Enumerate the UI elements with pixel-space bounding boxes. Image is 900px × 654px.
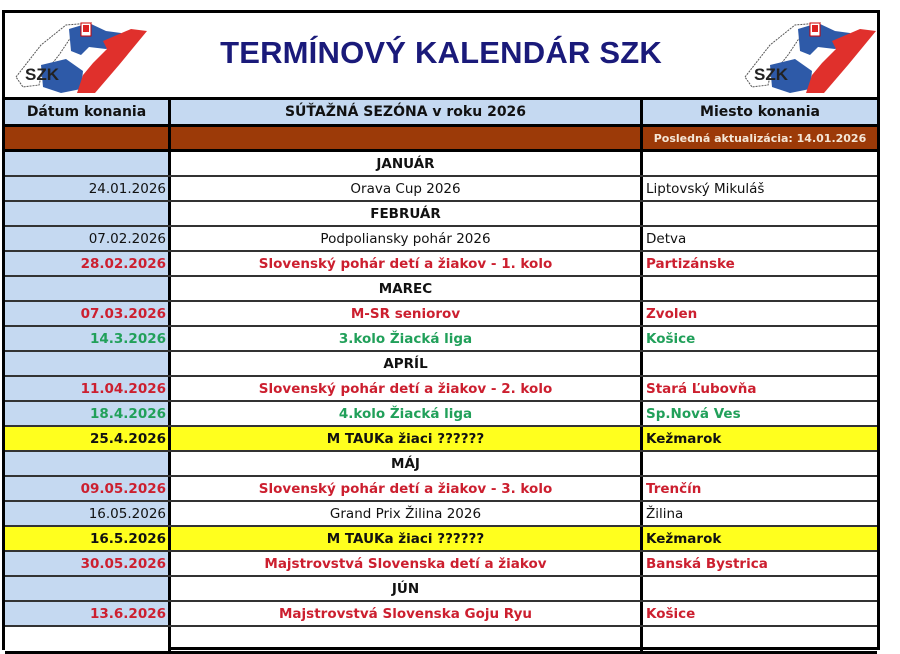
date-cell [5, 277, 171, 300]
table-row [5, 227, 877, 252]
table-row [5, 327, 877, 352]
table-body [5, 152, 877, 654]
event-cell [171, 627, 643, 651]
date-cell [5, 452, 171, 475]
place-cell: Žilina [646, 505, 684, 522]
date-cell: 16.05.2026 [5, 502, 171, 525]
table-row [5, 377, 877, 402]
place-cell: Košice [646, 605, 696, 622]
last-update-label: Posledná aktualizácia: 14.01.2026 [643, 127, 877, 149]
event-cell: M TAUKa žiaci ?????? [171, 527, 643, 550]
date-cell: 14.3.2026 [5, 327, 171, 350]
event-cell: 4.kolo Žiacká liga [171, 402, 643, 425]
event-cell: M-SR seniorov [171, 302, 643, 325]
date-cell [5, 577, 171, 600]
event-cell: Grand Prix Žilina 2026 [171, 502, 643, 525]
place-cell: Košice [646, 330, 696, 347]
date-cell [5, 352, 171, 375]
event-cell: Majstrovstvá Slovenska Goju Ryu [171, 602, 643, 625]
month-row [5, 452, 877, 477]
event-cell: Slovenský pohár detí a žiakov - 3. kolo [171, 477, 643, 500]
place-cell [643, 152, 877, 175]
svg-text:SZK: SZK [25, 65, 59, 84]
event-cell: Orava Cup 2026 [171, 177, 643, 200]
update-band-spacer [171, 127, 643, 149]
svg-text:SZK: SZK [754, 65, 788, 84]
event-cell: Majstrovstvá Slovenska detí a žiakov [171, 552, 643, 575]
date-cell: 24.01.2026 [5, 177, 171, 200]
event-cell: M TAUKa žiaci ?????? [171, 427, 643, 450]
place-cell: Stará Ľubovňa [646, 380, 757, 397]
title-band [5, 13, 877, 100]
table-row [5, 602, 877, 627]
table-header [5, 100, 877, 127]
place-cell: Banská Bystrica [646, 555, 768, 572]
place-cell [643, 452, 877, 475]
date-cell: 13.6.2026 [5, 602, 171, 625]
place-cell [643, 627, 877, 651]
event-cell: 3.kolo Žiacká liga [171, 327, 643, 350]
month-label: MAREC [171, 277, 643, 300]
column-header-place: Miesto konania [643, 100, 877, 124]
table-row [5, 302, 877, 327]
page-title: TERMÍNOVÝ KALENDÁR SZK [220, 35, 662, 70]
place-cell [643, 352, 877, 375]
place-cell: Partizánske [646, 255, 735, 272]
place-cell [643, 277, 877, 300]
table-row [5, 252, 877, 277]
month-row [5, 152, 877, 177]
month-row [5, 202, 877, 227]
empty-row [5, 627, 877, 654]
place-cell: Detva [646, 230, 687, 247]
event-cell: Podpoliansky pohár 2026 [171, 227, 643, 250]
event-cell: Slovenský pohár detí a žiakov - 1. kolo [171, 252, 643, 275]
table-row [5, 527, 877, 552]
month-label: MÁJ [171, 452, 643, 475]
date-cell: 16.5.2026 [5, 527, 171, 550]
date-cell [5, 627, 171, 651]
month-label: JÚN [171, 577, 643, 600]
place-cell: Sp.Nová Ves [646, 405, 741, 422]
calendar-table [5, 100, 877, 654]
month-row [5, 352, 877, 377]
month-label: JANUÁR [171, 152, 643, 175]
table-row [5, 477, 877, 502]
date-cell: 07.03.2026 [5, 302, 171, 325]
date-cell: 30.05.2026 [5, 552, 171, 575]
date-cell [5, 202, 171, 225]
date-cell: 07.02.2026 [5, 227, 171, 250]
update-band-spacer [5, 127, 171, 149]
place-cell: Trenčín [646, 480, 702, 497]
szk-logo-icon [740, 15, 880, 95]
table-row [5, 402, 877, 427]
place-cell [643, 577, 877, 600]
event-cell: Slovenský pohár detí a žiakov - 2. kolo [171, 377, 643, 400]
month-label: FEBRUÁR [171, 202, 643, 225]
date-cell: 09.05.2026 [5, 477, 171, 500]
table-row [5, 502, 877, 527]
month-row [5, 277, 877, 302]
date-cell [5, 152, 171, 175]
place-cell [643, 202, 877, 225]
update-band [5, 127, 877, 152]
month-label: APRÍL [171, 352, 643, 375]
calendar-sheet [2, 10, 880, 650]
place-cell: Liptovský Mikuláš [646, 180, 765, 197]
date-cell: 18.4.2026 [5, 402, 171, 425]
column-header-event: SÚŤAŽNÁ SEZÓNA v roku 2026 [171, 100, 643, 124]
date-cell: 28.02.2026 [5, 252, 171, 275]
place-cell: Zvolen [646, 305, 698, 322]
table-row [5, 177, 877, 202]
month-row [5, 577, 877, 602]
place-cell: Kežmarok [643, 427, 877, 450]
column-header-date: Dátum konania [5, 100, 171, 124]
date-cell: 11.04.2026 [5, 377, 171, 400]
table-row [5, 427, 877, 452]
date-cell: 25.4.2026 [5, 427, 171, 450]
table-row [5, 552, 877, 577]
place-cell: Kežmarok [643, 527, 877, 550]
